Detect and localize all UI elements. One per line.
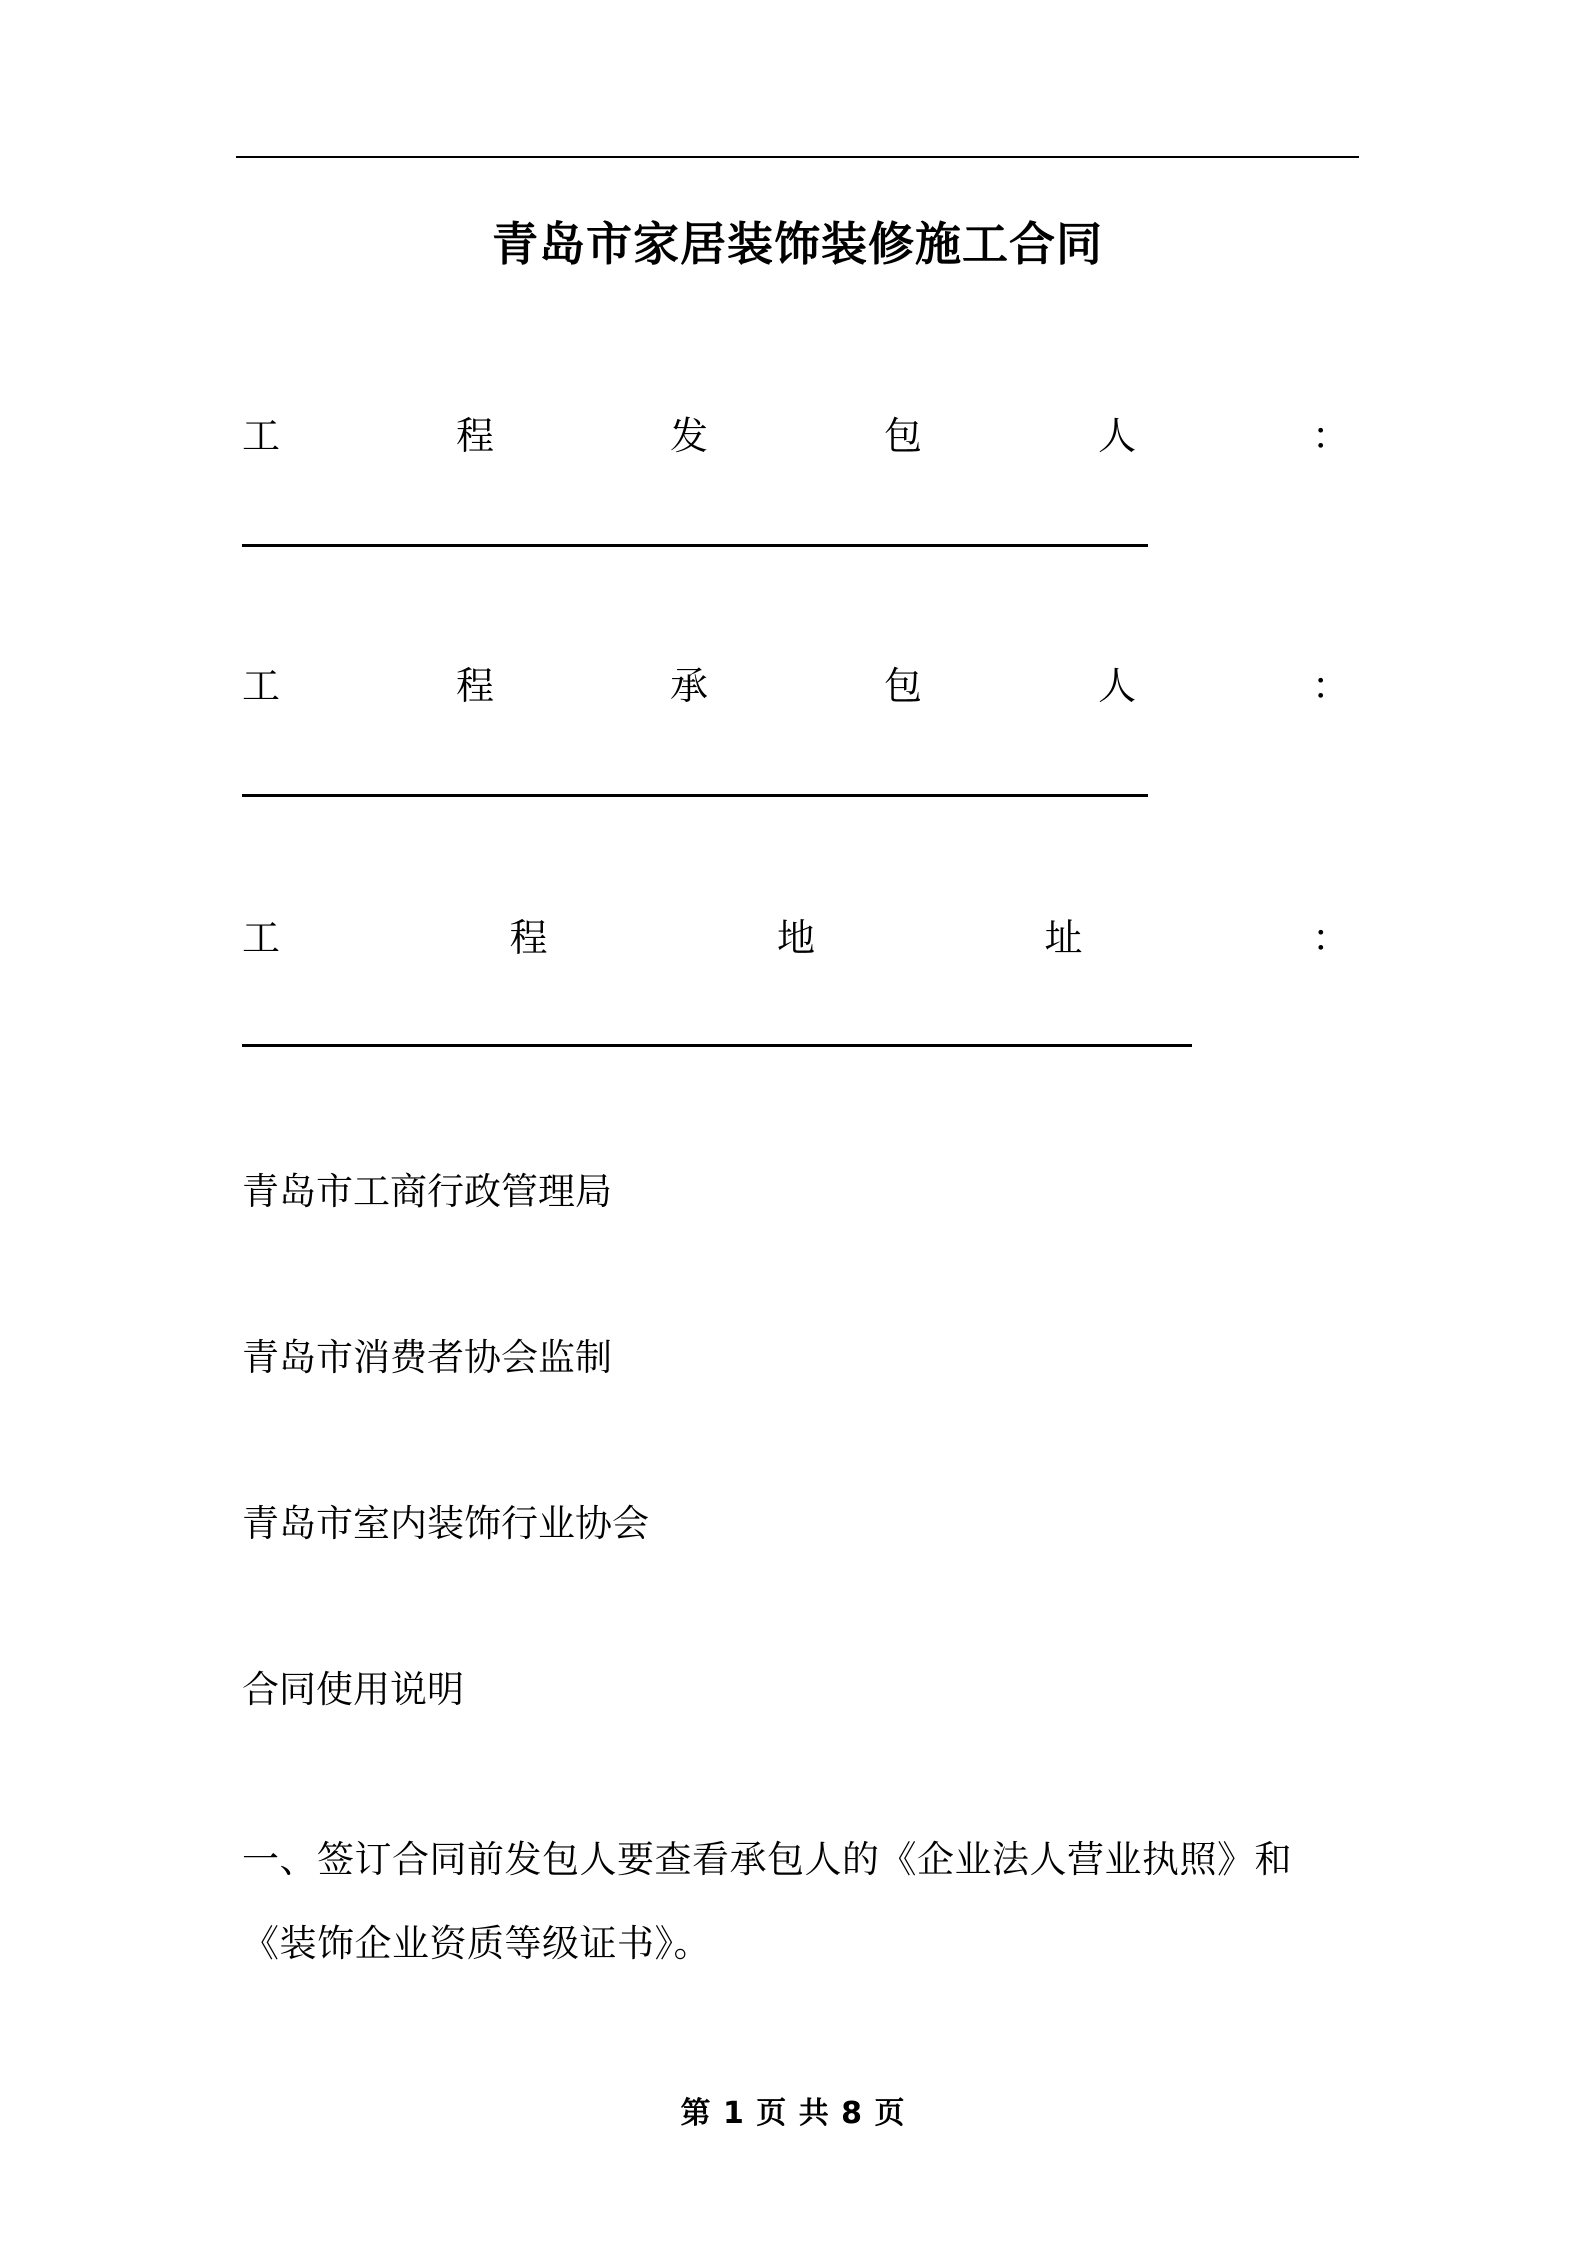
issuer-line: 青岛市消费者协会监制 <box>242 1336 612 1379</box>
field-char: 包 <box>883 664 922 708</box>
field-char: 包 <box>883 414 922 458</box>
field-contractor-label <box>242 660 1350 712</box>
field-char: 承 <box>669 664 708 708</box>
field-char: ： <box>1311 916 1350 960</box>
field-char: 程 <box>509 916 548 960</box>
field-contractor-blank <box>242 794 1148 797</box>
field-employer-label <box>242 410 1350 462</box>
document-title: 青岛市家居装饰装修施工合同 <box>492 217 1103 271</box>
field-address-label <box>242 912 1350 964</box>
field-char: 工 <box>242 916 281 960</box>
issuer-line: 青岛市工商行政管理局 <box>242 1170 612 1213</box>
field-char: 人 <box>1097 664 1136 708</box>
instruction-paragraph: 一、签订合同前发包人要查看承包人的《企业法人营业执照》和《装饰企业资质等级证书》。 <box>242 1838 1292 1965</box>
field-char: 程 <box>455 664 494 708</box>
field-char: 地 <box>776 916 815 960</box>
field-char: 工 <box>242 664 281 708</box>
instructions-heading: 合同使用说明 <box>242 1668 464 1711</box>
field-employer-blank <box>242 544 1148 547</box>
header-rule <box>236 156 1359 158</box>
field-address-blank <box>242 1044 1192 1047</box>
field-char: 人 <box>1097 414 1136 458</box>
field-char: 址 <box>1044 916 1083 960</box>
field-char: ： <box>1311 414 1350 458</box>
issuer-line: 青岛市室内装饰行业协会 <box>242 1502 649 1545</box>
field-char: ： <box>1311 664 1350 708</box>
field-char: 程 <box>455 414 494 458</box>
field-char: 发 <box>669 414 708 458</box>
field-char: 工 <box>242 414 281 458</box>
page-number: 第 1 页 共 8 页 <box>680 2096 906 2131</box>
